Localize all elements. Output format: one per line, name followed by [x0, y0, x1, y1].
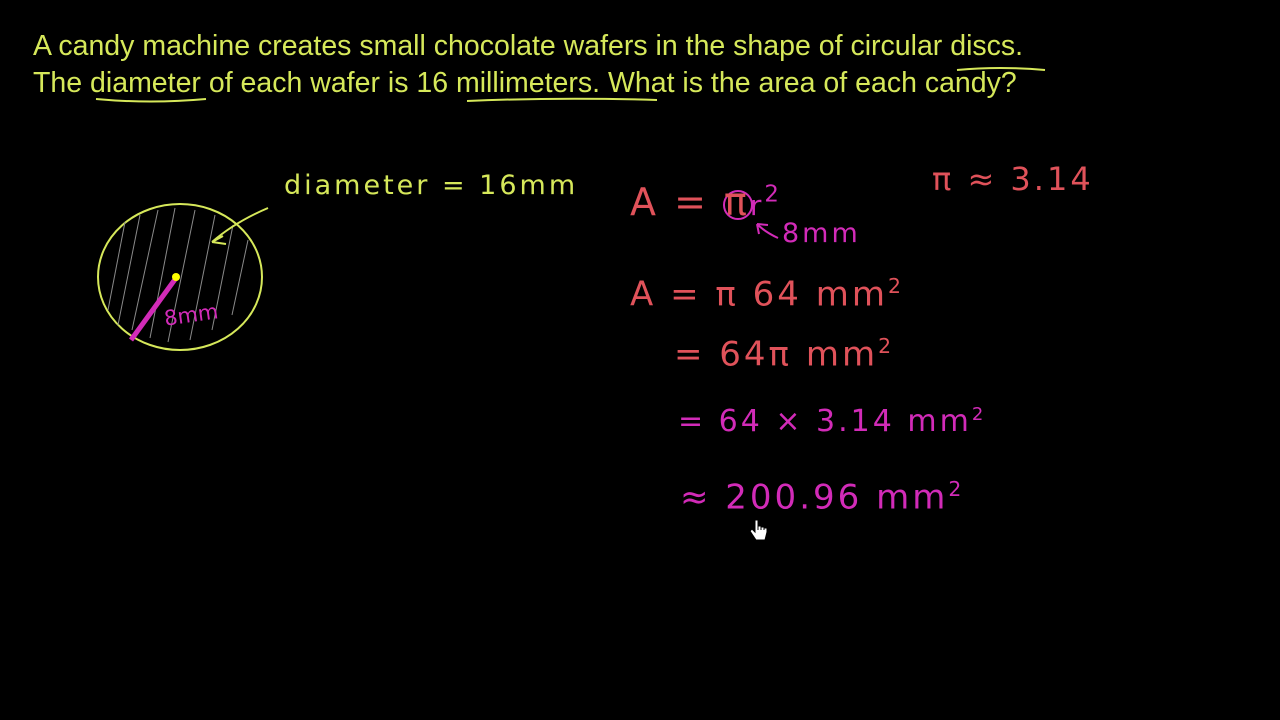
radius-value-label: 8mm — [782, 218, 861, 249]
problem-line2-end: . What is the area of each candy? — [592, 67, 1017, 99]
step-4-exponent: 2 — [948, 477, 965, 501]
step-1-text: A = π 64 mm — [630, 274, 888, 315]
step-3 — [678, 404, 986, 439]
step-1-exponent: 2 — [887, 274, 904, 298]
step-4-text: ≈ 200.96 mm — [680, 477, 949, 518]
problem-line2-mid: of each wafer is — [200, 67, 417, 99]
step-3-text: = 64 × 3.14 mm — [678, 404, 972, 439]
step-3-exponent: 2 — [971, 404, 987, 425]
underline-circular — [957, 68, 1045, 70]
diameter-label: diameter = 16mm — [284, 170, 579, 201]
step-1 — [630, 274, 904, 314]
r-value-arrow — [757, 224, 778, 238]
step-4-result — [680, 477, 964, 517]
underline-16-millimeters — [467, 99, 657, 101]
area-formula-lhs: A = π — [630, 180, 750, 224]
step-2 — [674, 334, 894, 374]
problem-line1-text: A candy machine creates small chocolate wafers in the shape of — [33, 30, 851, 62]
keyword-diameter: diameter — [90, 67, 201, 99]
underline-diameter — [96, 99, 206, 102]
area-formula — [630, 180, 782, 224]
problem-line1-end: discs. — [942, 30, 1024, 62]
center-dot — [172, 273, 180, 281]
pi-approximation: π ≈ 3.14 — [932, 160, 1094, 198]
step-2-text: = 64π mm — [674, 334, 879, 375]
formula-exponent: 2 — [764, 181, 782, 208]
step-2-exponent: 2 — [878, 334, 895, 358]
radius-label: 8mm — [162, 299, 220, 331]
radius-symbol: r — [749, 189, 765, 222]
keyword-circular: circular — [850, 30, 943, 62]
problem-line2-start: The — [33, 67, 91, 99]
keyword-16-millimeters: 16 millimeters — [416, 67, 593, 99]
hand-cursor-icon — [750, 520, 767, 540]
